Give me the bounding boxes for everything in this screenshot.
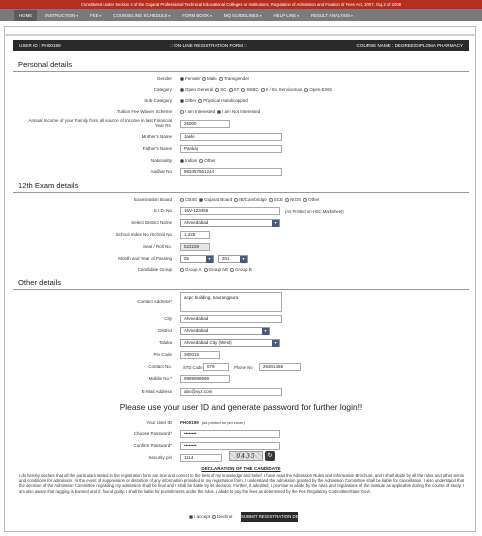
tuition-row bbox=[0, 108, 482, 116]
group-ab-radio[interactable] bbox=[204, 266, 229, 274]
security-pin-label: Security pin bbox=[148, 455, 172, 460]
nav-result-analysis-label: RESULT ANALYSIS bbox=[310, 12, 350, 18]
nav-help-line[interactable] bbox=[273, 13, 298, 18]
email-row bbox=[0, 388, 482, 396]
nav-counseling-label: COUNSELING SCHEDULE bbox=[113, 12, 168, 18]
radio-icon bbox=[229, 88, 233, 92]
gender-male-radio[interactable] bbox=[202, 75, 217, 83]
radio-icon bbox=[304, 88, 308, 92]
gender-transgender-label: Transgender bbox=[223, 76, 250, 81]
form-header bbox=[13, 40, 469, 51]
nav-mq-guidelines-label: MQ GUIDELINES bbox=[223, 12, 259, 18]
other-details-title: Other details bbox=[18, 278, 62, 287]
nav-counseling[interactable] bbox=[113, 13, 170, 18]
sid-row bbox=[0, 207, 482, 215]
aadhar-row bbox=[0, 168, 482, 176]
chevron-down-icon: ▾ bbox=[259, 13, 262, 18]
radio-checked-icon bbox=[199, 198, 203, 202]
address-textarea[interactable]: acpc building, navrangpura bbox=[180, 292, 282, 312]
other-district-row bbox=[0, 327, 482, 335]
category-option-label: Open General bbox=[185, 87, 214, 92]
nav-fee-label: FEE bbox=[89, 12, 99, 18]
user-id-label: USER ID : PH00199 bbox=[19, 43, 61, 48]
seat-row bbox=[0, 243, 482, 251]
divider bbox=[13, 71, 469, 72]
category-label: Category bbox=[153, 87, 172, 92]
taluka-label: Taluka bbox=[158, 340, 172, 345]
year-select-value: 201 bbox=[222, 256, 230, 261]
income-input[interactable]: 25000 bbox=[180, 120, 230, 128]
nav-mq-guidelines[interactable] bbox=[224, 13, 262, 18]
nav-form-book[interactable] bbox=[182, 13, 212, 18]
sid-input[interactable]: 16V-123456 bbox=[180, 207, 280, 215]
district-select[interactable] bbox=[180, 219, 280, 227]
accept-radio[interactable] bbox=[189, 514, 210, 519]
category-option-label: Open-EWS bbox=[309, 87, 333, 92]
choose-password-row bbox=[0, 430, 482, 438]
year-select[interactable] bbox=[218, 255, 248, 263]
pin-code-input[interactable]: 380015 bbox=[180, 351, 220, 359]
refresh-icon[interactable]: ↻ bbox=[265, 451, 275, 461]
divider bbox=[4, 34, 476, 36]
confirm-password-row bbox=[0, 442, 482, 450]
district-label: Select District Name bbox=[131, 220, 172, 225]
school-label: School Index No /School No bbox=[115, 232, 172, 237]
board-option-label: Gujarat Board bbox=[204, 197, 233, 202]
radio-icon bbox=[202, 77, 206, 81]
nationality-indian-radio[interactable] bbox=[180, 157, 197, 165]
mother-name-input[interactable]: Janki bbox=[180, 133, 282, 141]
decline-label: Decline bbox=[217, 514, 233, 519]
nav-help-line-label: HELP-LINE bbox=[273, 12, 297, 18]
choose-password-input[interactable]: •••••••• bbox=[180, 430, 280, 438]
gender-row bbox=[0, 75, 482, 83]
accept-label: I accept bbox=[194, 514, 211, 519]
gender-male-label: Male bbox=[207, 76, 217, 81]
nav-instruction[interactable] bbox=[45, 13, 78, 18]
password-heading: Please use your user ID and generate password for further login!! bbox=[119, 402, 363, 412]
decline-radio[interactable] bbox=[212, 514, 232, 519]
phone-input[interactable]: 26301458 bbox=[259, 363, 301, 371]
chevron-down-icon: ▾ bbox=[99, 13, 102, 18]
radio-checked-icon bbox=[180, 159, 184, 163]
gender-label: Gender bbox=[156, 76, 172, 81]
chevron-down-icon: ▼ bbox=[241, 257, 246, 261]
category-option-label: ST bbox=[233, 87, 240, 92]
chevron-down-icon: ▼ bbox=[273, 221, 278, 225]
confirm-password-input[interactable]: •••••••• bbox=[180, 442, 280, 450]
board-sce-radio[interactable] bbox=[269, 196, 283, 204]
std-code-input[interactable]: 079 bbox=[203, 363, 229, 371]
address-label: Contact Address* bbox=[137, 299, 172, 304]
board-option-label: Other bbox=[308, 197, 320, 202]
radio-icon bbox=[230, 268, 234, 272]
contact-label: Contact No. bbox=[148, 364, 172, 369]
group-option-label: Group A bbox=[185, 267, 202, 272]
radio-checked-icon bbox=[180, 99, 184, 103]
group-row bbox=[0, 266, 482, 274]
nationality-option-label: Other bbox=[204, 158, 216, 163]
income-row bbox=[0, 120, 482, 128]
category-open-general-radio[interactable] bbox=[180, 86, 213, 94]
mother-row bbox=[0, 133, 482, 141]
radio-icon bbox=[241, 88, 245, 92]
district-row bbox=[0, 219, 482, 227]
chevron-down-icon: ▼ bbox=[273, 341, 278, 345]
nationality-other-radio[interactable] bbox=[199, 157, 215, 165]
aadhar-input[interactable]: 983457661244 bbox=[180, 168, 282, 176]
confirm-password-label: Confirm Password* bbox=[133, 443, 172, 448]
userid-note: (as printed on pin cover) bbox=[201, 420, 245, 425]
board-option-label: IB/Cambridge bbox=[239, 197, 267, 202]
father-row bbox=[0, 145, 482, 153]
board-ib-radio[interactable] bbox=[234, 196, 267, 204]
std-code-label: STD Code bbox=[183, 364, 203, 370]
subcategory-label: Sub-Category bbox=[144, 98, 172, 103]
sid-note: (As Printed on HSC Marksheet) bbox=[285, 208, 344, 214]
group-option-label: Group AB bbox=[208, 267, 229, 272]
board-other-radio[interactable] bbox=[303, 196, 319, 204]
category-option-label: SC bbox=[220, 87, 227, 92]
month-select[interactable] bbox=[180, 255, 214, 263]
radio-checked-icon bbox=[180, 88, 184, 92]
divider bbox=[13, 289, 469, 290]
institution-banner: Constituted under Section 4 of the Gujarat Professional Technical Educational Colleges or Institutions, Regulation of Admission and Fixation of Fees Act, 2007, Guj.2 of 2008 bbox=[0, 0, 482, 9]
board-option-label: NIOS bbox=[290, 197, 302, 202]
taluka-select[interactable] bbox=[180, 339, 280, 347]
other-district-select-value: Ahmedabad bbox=[184, 328, 209, 333]
nav-instruction-label: INSTRUCTION bbox=[45, 12, 76, 18]
accept-group bbox=[189, 514, 234, 519]
nationality-label: Nationality bbox=[150, 158, 172, 163]
group-option-label: Group B bbox=[235, 267, 252, 272]
board-label: Examination Board bbox=[133, 197, 172, 202]
userid-value: PH00199 bbox=[180, 420, 199, 425]
contact-row bbox=[0, 363, 482, 371]
main-navigation bbox=[0, 9, 482, 21]
category-option-label: Ir / Ex Serviceman bbox=[265, 87, 303, 92]
school-index-input[interactable]: 1.225 bbox=[180, 231, 210, 239]
city-row bbox=[0, 315, 482, 323]
exam-details-title: 12th Exam details bbox=[18, 181, 79, 190]
tuition-option-label: I am Interested bbox=[185, 109, 216, 114]
category-open-ews-radio[interactable] bbox=[304, 86, 332, 94]
radio-icon bbox=[204, 268, 208, 272]
board-option-label: CBSE bbox=[185, 197, 198, 202]
other-district-label: District bbox=[158, 328, 172, 333]
board-row bbox=[0, 196, 482, 204]
phone-label: Phone No bbox=[234, 364, 253, 370]
userid-label: Your User ID bbox=[146, 420, 172, 425]
group-a-radio[interactable] bbox=[180, 266, 202, 274]
pin-label: Pin Code bbox=[153, 352, 172, 357]
radio-icon bbox=[261, 88, 265, 92]
nav-fee[interactable] bbox=[90, 13, 101, 18]
radio-icon bbox=[219, 77, 223, 81]
declaration-title: DECLARATION OF THE CANDIDATE bbox=[201, 466, 281, 471]
mother-label: Mother's Name bbox=[141, 134, 172, 139]
submit-registration-button[interactable]: SUBMIT REGISTRATION DETAILS bbox=[241, 512, 298, 522]
radio-icon bbox=[285, 198, 289, 202]
tuition-interested-radio[interactable] bbox=[180, 108, 215, 116]
city-label: City bbox=[164, 316, 172, 321]
chevron-down-icon: ▾ bbox=[168, 13, 171, 18]
divider bbox=[13, 192, 469, 193]
gender-female-radio[interactable] bbox=[180, 75, 200, 83]
radio-icon bbox=[180, 268, 184, 272]
pin-row bbox=[0, 351, 482, 359]
gender-female-label: Female bbox=[185, 76, 201, 81]
chevron-down-icon: ▾ bbox=[210, 13, 212, 18]
city-input[interactable]: Ahmedabad bbox=[180, 315, 282, 323]
group-label: Candidate Group bbox=[137, 267, 172, 272]
radio-icon bbox=[199, 159, 203, 163]
income-label: Annual Income of your Family from all source of Income in last Financial Year Rs. bbox=[28, 118, 172, 128]
gender-transgender-radio[interactable] bbox=[219, 75, 249, 83]
captcha-image: 0435 bbox=[229, 451, 263, 461]
taluka-select-value: Ahmedabad City (West) bbox=[184, 340, 232, 345]
nationality-option-label: Indian bbox=[185, 158, 198, 163]
radio-icon bbox=[303, 198, 307, 202]
nationality-row bbox=[0, 157, 482, 165]
radio-icon bbox=[180, 198, 184, 202]
category-row bbox=[0, 86, 482, 94]
email-input[interactable]: abc@xyz.com bbox=[180, 388, 282, 396]
father-label: Father's Name bbox=[142, 146, 172, 151]
form-title: :: ON-LINE REGISTRATION FORM :: bbox=[170, 43, 247, 48]
board-nios-radio[interactable] bbox=[285, 196, 301, 204]
passing-label: Month and Year of Passing bbox=[118, 256, 172, 261]
group-b-radio[interactable] bbox=[230, 266, 252, 274]
subcategory-other-radio[interactable] bbox=[180, 97, 196, 105]
radio-checked-icon bbox=[217, 110, 221, 114]
subcategory-ph-radio[interactable] bbox=[198, 97, 248, 105]
school-row bbox=[0, 231, 482, 239]
declaration-text: I do hereby declare that all the particulars stated in the registration form are true and correct to the best of my knowledge and belief. I have read the Admission Rules and Information Brochure, and I shall abide by all the rules and other terms and conditions for admission. In the event of suppression or distortion of any information provided in my registration form, I understand the admission granted by the Admission Committee shall be liable for cancellation. I also understand that the decision of the Admission Committee regarding my admission shall be final and I shall be liable by its decision. Further, if admitted, I promise to abide by the rules and regulations of the institute as applicable during the course of study. I am also aware that ragging is banned and if, found guilty, I shall be liable for punishments under the rules. I abide to pay the fees as determined by the Fee Regulatory Committee/State Govt. bbox=[19, 473, 464, 494]
radio-icon bbox=[198, 99, 202, 103]
sid-label: S.I.D. No bbox=[153, 208, 172, 213]
chevron-down-icon: ▾ bbox=[297, 13, 299, 18]
userid-row bbox=[0, 419, 482, 427]
personal-details-title: Personal details bbox=[18, 60, 73, 69]
course-name: COURSE NAME : DEGREE/DIPLOMA PHARMACY bbox=[356, 43, 463, 48]
radio-icon bbox=[215, 88, 219, 92]
passing-row bbox=[0, 255, 482, 263]
aadhar-label: Aadhar No bbox=[150, 169, 172, 174]
security-pin-input[interactable]: 1114 bbox=[180, 454, 222, 462]
radio-checked-icon bbox=[180, 77, 184, 81]
chevron-down-icon: ▼ bbox=[207, 257, 212, 261]
nav-form-book-label: FORM BOOK bbox=[182, 12, 210, 18]
month-select-value: 05 bbox=[184, 256, 190, 261]
board-cbse-radio[interactable] bbox=[180, 196, 197, 204]
chevron-down-icon: ▾ bbox=[76, 13, 78, 18]
subcategory-option-label: Physical Handicapped bbox=[203, 98, 248, 103]
category-sebc-radio[interactable] bbox=[241, 86, 258, 94]
seat-input[interactable]: 522228 bbox=[180, 243, 210, 251]
tuition-label: Tuition Fee Waiver Scheme bbox=[116, 109, 172, 114]
seat-label: Seat / Roll No. bbox=[142, 244, 172, 249]
tuition-not-interested-radio[interactable] bbox=[217, 108, 260, 116]
chevron-down-icon: ▼ bbox=[263, 329, 268, 333]
mobile-label: Mobile No.* bbox=[148, 376, 172, 381]
subcategory-option-label: Other bbox=[185, 98, 197, 103]
board-option-label: SCE bbox=[273, 197, 284, 202]
taluka-row bbox=[0, 339, 482, 347]
radio-icon bbox=[180, 110, 184, 114]
tuition-option-label: I am Not Interested bbox=[222, 109, 261, 114]
email-label: E-Mail Address bbox=[141, 389, 172, 394]
radio-icon bbox=[269, 198, 273, 202]
district-select-value: Ahmedabad bbox=[184, 220, 209, 225]
category-st-radio[interactable] bbox=[229, 86, 240, 94]
category-option-label: SEBC bbox=[246, 87, 259, 92]
choose-password-label: Choose Password* bbox=[133, 431, 172, 436]
father-name-input[interactable]: Pankaj bbox=[180, 145, 282, 153]
mobile-row bbox=[0, 375, 482, 383]
nav-result-analysis[interactable] bbox=[311, 13, 353, 18]
radio-icon bbox=[234, 198, 238, 202]
radio-icon bbox=[212, 515, 216, 519]
mobile-input[interactable]: 9999999999 bbox=[180, 375, 230, 383]
chevron-down-icon: ▾ bbox=[351, 13, 353, 18]
other-district-select[interactable] bbox=[180, 327, 270, 335]
board-gujarat-radio[interactable] bbox=[199, 196, 232, 204]
nav-home[interactable]: HOME bbox=[14, 10, 37, 21]
category-sc-radio[interactable] bbox=[215, 86, 226, 94]
category-ex-serviceman-radio[interactable] bbox=[261, 86, 303, 94]
radio-checked-icon bbox=[189, 515, 193, 519]
subcategory-row bbox=[0, 97, 482, 105]
